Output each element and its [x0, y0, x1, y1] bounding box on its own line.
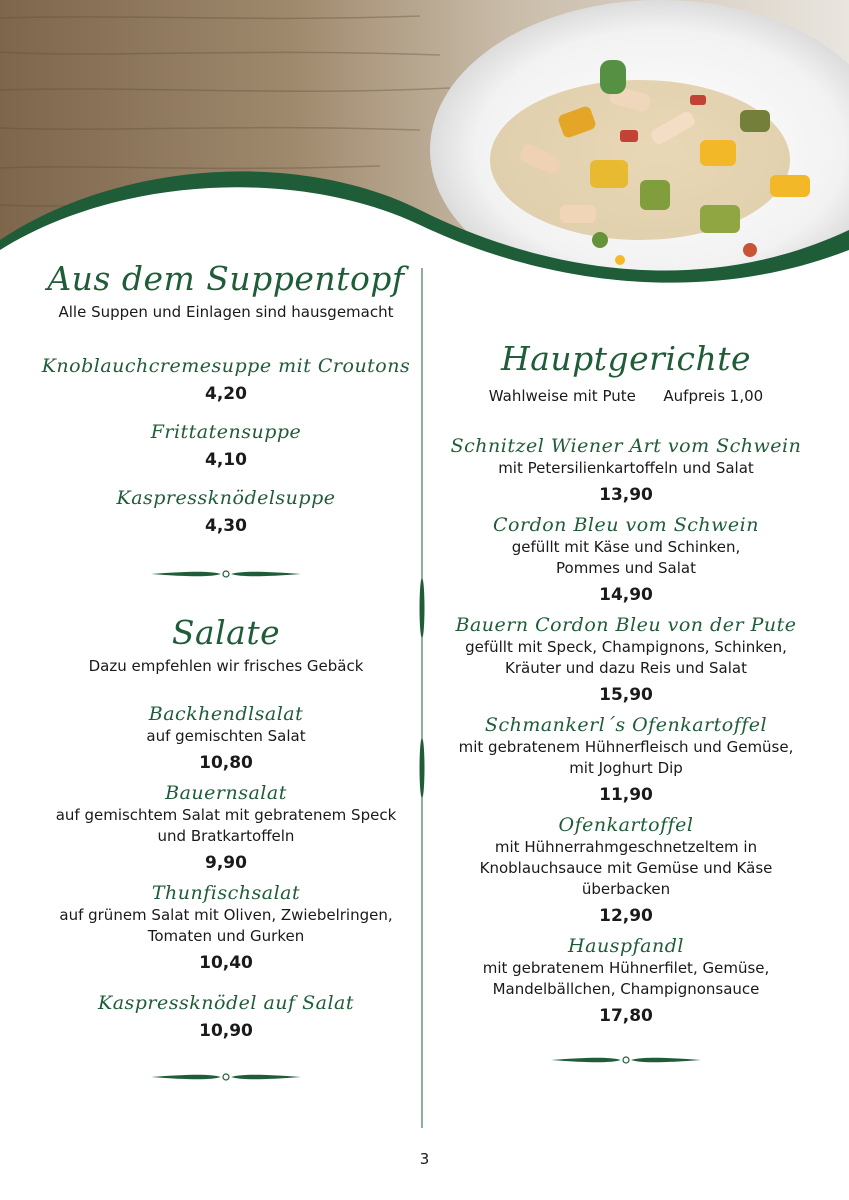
item-description: mit Hühnerrahmgeschnetzeltem in — [494, 838, 758, 856]
menu-item — [440, 434, 812, 507]
menu-item — [440, 934, 812, 1028]
right-column — [440, 338, 812, 1066]
item-name: Bauern Cordon Bleu von der Pute — [455, 614, 797, 636]
item-description: Knoblauchsauce mit Gemüse und Käse — [479, 859, 773, 877]
surcharge: Aufpreis 1,00 — [663, 387, 764, 405]
item-description: auf gemischtem Salat mit gebratenem Speck — [55, 806, 397, 824]
item-description: Tomaten und Gurken — [147, 927, 305, 945]
item-description: überbacken — [581, 880, 671, 898]
menu-item — [40, 486, 412, 538]
item-description: mit gebratenem Hühnerfleisch und Gemüse, — [458, 738, 794, 756]
item-description: Kräuter und dazu Reis und Salat — [505, 659, 747, 677]
item-price: 4,30 — [205, 516, 247, 536]
item-price: 13,90 — [599, 485, 653, 505]
soup-section-title: Aus dem Suppentopf — [47, 259, 405, 298]
item-name: Thunfischsalat — [151, 882, 301, 904]
menu-item — [40, 354, 412, 406]
item-price: 17,80 — [599, 1006, 653, 1026]
item-description: auf grünem Salat mit Oliven, Zwiebelringen, — [59, 906, 393, 924]
menu-item — [440, 713, 812, 807]
salad-section-subtitle: Dazu empfehlen wir frisches Gebäck — [88, 657, 364, 675]
item-name: Kaspressknödelsuppe — [116, 487, 336, 509]
item-description: mit Joghurt Dip — [569, 759, 683, 777]
menu-item — [40, 420, 412, 472]
salad-section-title: Salate — [171, 613, 281, 652]
item-price: 15,90 — [599, 685, 653, 705]
item-name: Cordon Bleu vom Schwein — [493, 514, 759, 536]
item-description: Mandelbällchen, Champignonsauce — [492, 980, 760, 998]
item-price: 10,90 — [199, 1021, 253, 1041]
mains-section-subtitle — [440, 386, 812, 406]
menu-item — [40, 781, 412, 875]
item-price: 14,90 — [599, 585, 653, 605]
item-name: Ofenkartoffel — [558, 814, 694, 836]
page-number: 3 — [419, 1150, 430, 1168]
item-name: Hauspfandl — [568, 935, 684, 957]
item-price: 4,10 — [205, 450, 247, 470]
item-price: 10,80 — [199, 753, 253, 773]
soup-section-subtitle: Alle Suppen und Einlagen sind hausgemacht — [58, 303, 394, 321]
item-name: Kaspressknödel auf Salat — [98, 992, 354, 1014]
item-price: 10,40 — [199, 953, 253, 973]
menu-item — [440, 813, 812, 928]
item-name: Knoblauchcremesuppe mit Croutons — [41, 355, 411, 377]
item-name: Schmankerl´s Ofenkartoffel — [484, 714, 768, 736]
ornament-divider — [151, 568, 301, 580]
left-column — [40, 258, 412, 1083]
item-name: Backhendlsalat — [148, 703, 304, 725]
item-description: und Bratkartoffeln — [157, 827, 295, 845]
menu-item — [40, 702, 412, 775]
item-description: mit gebratenem Hühnerfilet, Gemüse, — [482, 959, 770, 977]
ornament-divider — [551, 1054, 701, 1066]
item-description: mit Petersilienkartoffeln und Salat — [498, 459, 754, 477]
item-price: 4,20 — [205, 384, 247, 404]
menu-item — [440, 513, 812, 607]
item-price: 12,90 — [599, 906, 653, 926]
menu-item — [40, 991, 412, 1043]
item-description: Pommes und Salat — [556, 559, 696, 577]
item-description: auf gemischten Salat — [146, 727, 306, 745]
mains-section-title: Hauptgerichte — [500, 339, 752, 378]
item-description: gefüllt mit Käse und Schinken, — [511, 538, 741, 556]
ornament-divider — [151, 1071, 301, 1083]
item-name: Bauernsalat — [165, 782, 287, 804]
item-name: Schnitzel Wiener Art vom Schwein — [450, 435, 802, 457]
menu-item — [40, 881, 412, 975]
item-price: 9,90 — [205, 853, 247, 873]
column-divider — [419, 268, 425, 1128]
item-price: 11,90 — [599, 785, 653, 805]
item-description: gefüllt mit Speck, Champignons, Schinken, — [465, 638, 787, 656]
item-name: Frittatensuppe — [150, 421, 302, 443]
turkey-option: Wahlweise mit Pute — [488, 387, 636, 405]
menu-item — [440, 613, 812, 707]
